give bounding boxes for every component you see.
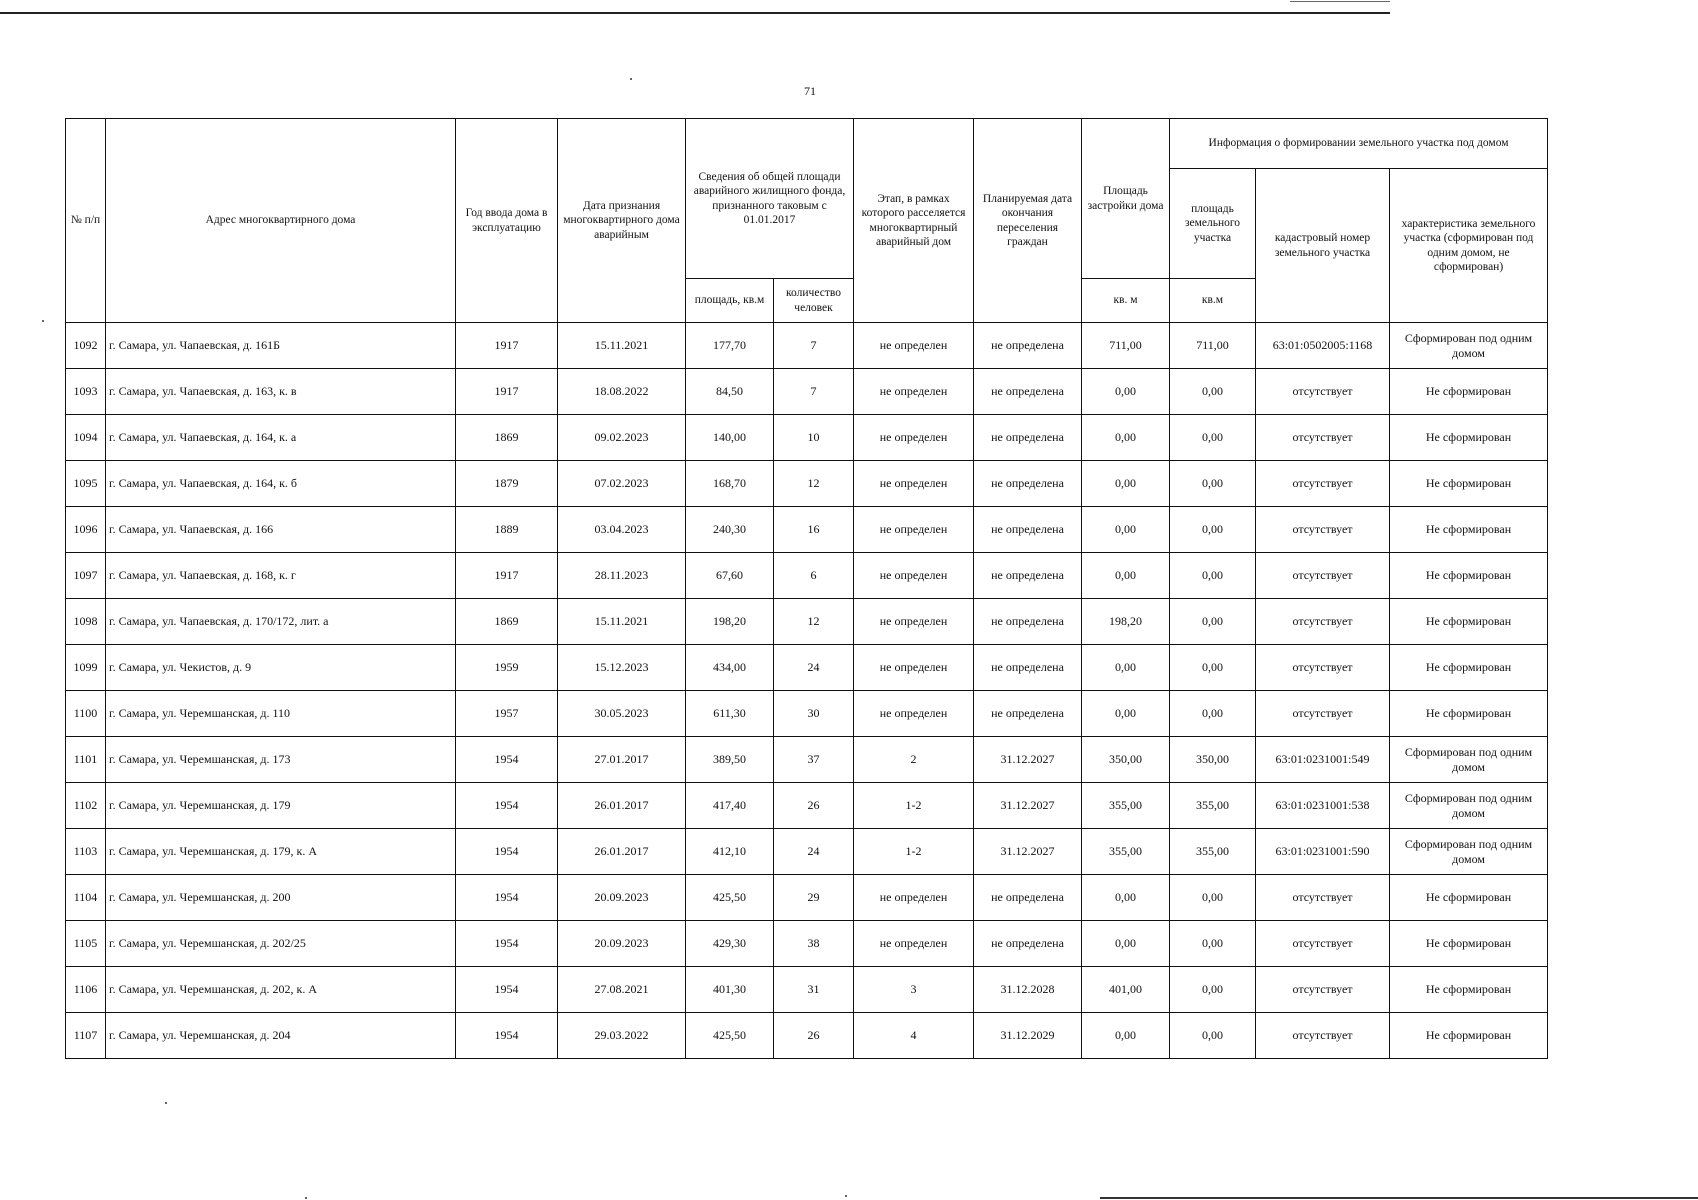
- row-land-area: 0,00: [1170, 461, 1256, 507]
- row-land-characteristic: Не сформирован: [1390, 369, 1548, 415]
- row-building-area: 0,00: [1082, 691, 1170, 737]
- row-address: г. Самара, ул. Черемшанская, д. 202, к. А: [106, 967, 456, 1013]
- row-address: г. Самара, ул. Чапаевская, д. 168, к. г: [106, 553, 456, 599]
- row-planned-date: 31.12.2029: [974, 1013, 1082, 1059]
- row-land-characteristic: Не сформирован: [1390, 599, 1548, 645]
- scan-speck: [42, 320, 44, 322]
- row-fund-people: 10: [774, 415, 854, 461]
- table-row: [66, 921, 1548, 967]
- header-year: Год ввода дома в эксплуатацию: [456, 119, 558, 323]
- row-land-area: 355,00: [1170, 829, 1256, 875]
- row-planned-date: не определена: [974, 921, 1082, 967]
- row-planned-date: не определена: [974, 691, 1082, 737]
- table-row: [66, 967, 1548, 1013]
- row-building-area: 355,00: [1082, 783, 1170, 829]
- row-land-area: 0,00: [1170, 921, 1256, 967]
- row-year: 1869: [456, 415, 558, 461]
- row-land-characteristic: Не сформирован: [1390, 967, 1548, 1013]
- row-cadastral-number: отсутствует: [1256, 599, 1390, 645]
- row-stage: не определен: [854, 875, 974, 921]
- row-cadastral-number: отсутствует: [1256, 921, 1390, 967]
- row-fund-area: 67,60: [686, 553, 774, 599]
- row-building-area: 198,20: [1082, 599, 1170, 645]
- table-row: [66, 553, 1548, 599]
- row-fund-area: 429,30: [686, 921, 774, 967]
- table-row: [66, 599, 1548, 645]
- row-land-characteristic: Сформирован под одним домом: [1390, 323, 1548, 369]
- row-address: г. Самара, ул. Чапаевская, д. 164, к. б: [106, 461, 456, 507]
- row-planned-date: не определена: [974, 507, 1082, 553]
- row-cadastral-number: отсутствует: [1256, 691, 1390, 737]
- row-land-area: 711,00: [1170, 323, 1256, 369]
- row-land-characteristic: Сформирован под одним домом: [1390, 783, 1548, 829]
- row-building-area: 350,00: [1082, 737, 1170, 783]
- row-address: г. Самара, ул. Черемшанская, д. 200: [106, 875, 456, 921]
- table-body: [66, 323, 1548, 1059]
- row-address: г. Самара, ул. Черемшанская, д. 204: [106, 1013, 456, 1059]
- emergency-housing-table: [65, 118, 1548, 1059]
- row-building-area: 401,00: [1082, 967, 1170, 1013]
- row-fund-area: 412,10: [686, 829, 774, 875]
- row-fund-area: 198,20: [686, 599, 774, 645]
- row-recognition-date: 27.01.2017: [558, 737, 686, 783]
- row-land-area: 0,00: [1170, 553, 1256, 599]
- scan-speck: [845, 1195, 847, 1197]
- row-recognition-date: 15.11.2021: [558, 599, 686, 645]
- row-planned-date: не определена: [974, 599, 1082, 645]
- row-fund-people: 24: [774, 645, 854, 691]
- row-fund-area: 140,00: [686, 415, 774, 461]
- row-recognition-date: 26.01.2017: [558, 829, 686, 875]
- row-address: г. Самара, ул. Черемшанская, д. 173: [106, 737, 456, 783]
- row-fund-people: 26: [774, 783, 854, 829]
- header-num: № п/п: [66, 119, 106, 323]
- row-fund-area: 425,50: [686, 875, 774, 921]
- row-recognition-date: 20.09.2023: [558, 875, 686, 921]
- row-recognition-date: 15.12.2023: [558, 645, 686, 691]
- table-row: [66, 875, 1548, 921]
- scan-speck: [305, 1197, 307, 1199]
- row-fund-area: 401,30: [686, 967, 774, 1013]
- row-cadastral-number: отсутствует: [1256, 967, 1390, 1013]
- row-fund-area: 177,70: [686, 323, 774, 369]
- row-cadastral-number: 63:01:0231001:538: [1256, 783, 1390, 829]
- row-address: г. Самара, ул. Чапаевская, д. 170/172, лит. а: [106, 599, 456, 645]
- row-planned-date: не определена: [974, 875, 1082, 921]
- row-fund-area: 240,30: [686, 507, 774, 553]
- row-land-characteristic: Не сформирован: [1390, 645, 1548, 691]
- row-recognition-date: 29.03.2022: [558, 1013, 686, 1059]
- row-number: 1105: [66, 921, 106, 967]
- row-recognition-date: 15.11.2021: [558, 323, 686, 369]
- row-land-characteristic: Не сформирован: [1390, 415, 1548, 461]
- row-land-area: 0,00: [1170, 369, 1256, 415]
- row-land-characteristic: Не сформирован: [1390, 921, 1548, 967]
- header-land-area: площадь земельного участка: [1170, 169, 1256, 279]
- row-cadastral-number: отсутствует: [1256, 461, 1390, 507]
- table-row: [66, 507, 1548, 553]
- table-row: [66, 369, 1548, 415]
- row-cadastral-number: отсутствует: [1256, 369, 1390, 415]
- row-number: 1106: [66, 967, 106, 1013]
- row-stage: не определен: [854, 507, 974, 553]
- row-cadastral-number: 63:01:0231001:549: [1256, 737, 1390, 783]
- row-number: 1101: [66, 737, 106, 783]
- row-fund-area: 611,30: [686, 691, 774, 737]
- row-land-characteristic: Не сформирован: [1390, 553, 1548, 599]
- header-cadastral: кадастровый номер земельного участка: [1256, 169, 1390, 323]
- row-land-area: 0,00: [1170, 1013, 1256, 1059]
- row-land-characteristic: Не сформирован: [1390, 461, 1548, 507]
- row-land-area: 350,00: [1170, 737, 1256, 783]
- row-number: 1094: [66, 415, 106, 461]
- row-stage: не определен: [854, 323, 974, 369]
- row-fund-people: 16: [774, 507, 854, 553]
- row-cadastral-number: отсутствует: [1256, 645, 1390, 691]
- row-year: 1917: [456, 323, 558, 369]
- row-number: 1097: [66, 553, 106, 599]
- row-fund-people: 29: [774, 875, 854, 921]
- row-fund-people: 30: [774, 691, 854, 737]
- row-land-area: 0,00: [1170, 967, 1256, 1013]
- row-land-area: 0,00: [1170, 415, 1256, 461]
- row-address: г. Самара, ул. Черемшанская, д. 202/25: [106, 921, 456, 967]
- row-stage: не определен: [854, 921, 974, 967]
- row-fund-people: 24: [774, 829, 854, 875]
- row-cadastral-number: отсутствует: [1256, 507, 1390, 553]
- row-building-area: 711,00: [1082, 323, 1170, 369]
- header-characteristic: характеристика земельного участка (сформирован под одним домом, не сформирован): [1390, 169, 1548, 323]
- row-year: 1957: [456, 691, 558, 737]
- row-address: г. Самара, ул. Черемшанская, д. 110: [106, 691, 456, 737]
- row-stage: не определен: [854, 415, 974, 461]
- table-row: [66, 645, 1548, 691]
- scan-speck: [630, 78, 632, 80]
- header-address: Адрес многоквартирного дома: [106, 119, 456, 323]
- row-stage: не определен: [854, 553, 974, 599]
- table-row: [66, 415, 1548, 461]
- row-stage: 3: [854, 967, 974, 1013]
- row-fund-people: 26: [774, 1013, 854, 1059]
- row-number: 1096: [66, 507, 106, 553]
- row-cadastral-number: отсутствует: [1256, 875, 1390, 921]
- row-land-characteristic: Не сформирован: [1390, 507, 1548, 553]
- row-fund-people: 12: [774, 461, 854, 507]
- row-recognition-date: 03.04.2023: [558, 507, 686, 553]
- row-fund-area: 168,70: [686, 461, 774, 507]
- row-building-area: 0,00: [1082, 553, 1170, 599]
- row-recognition-date: 30.05.2023: [558, 691, 686, 737]
- row-cadastral-number: отсутствует: [1256, 415, 1390, 461]
- row-land-area: 0,00: [1170, 875, 1256, 921]
- row-fund-people: 6: [774, 553, 854, 599]
- row-planned-date: 31.12.2027: [974, 783, 1082, 829]
- row-land-characteristic: Не сформирован: [1390, 691, 1548, 737]
- table-header: [66, 119, 1548, 323]
- row-planned-date: 31.12.2027: [974, 829, 1082, 875]
- row-number: 1098: [66, 599, 106, 645]
- header-fund-people: количество человек: [774, 279, 854, 323]
- header-land-group: Информация о формировании земельного участка под домом: [1170, 119, 1548, 169]
- scan-border-top: [0, 12, 1390, 14]
- row-number: 1099: [66, 645, 106, 691]
- row-planned-date: не определена: [974, 415, 1082, 461]
- row-building-area: 355,00: [1082, 829, 1170, 875]
- row-land-area: 0,00: [1170, 599, 1256, 645]
- row-building-area: 0,00: [1082, 415, 1170, 461]
- row-year: 1954: [456, 967, 558, 1013]
- row-number: 1102: [66, 783, 106, 829]
- header-fund-area: площадь, кв.м: [686, 279, 774, 323]
- row-land-area: 0,00: [1170, 691, 1256, 737]
- row-year: 1917: [456, 553, 558, 599]
- row-planned-date: 31.12.2027: [974, 737, 1082, 783]
- header-recognition-date: Дата признания многоквартирного дома аварийным: [558, 119, 686, 323]
- row-address: г. Самара, ул. Черемшанская, д. 179: [106, 783, 456, 829]
- row-year: 1954: [456, 875, 558, 921]
- row-land-characteristic: Не сформирован: [1390, 875, 1548, 921]
- row-number: 1095: [66, 461, 106, 507]
- row-year: 1959: [456, 645, 558, 691]
- row-fund-people: 37: [774, 737, 854, 783]
- row-number: 1092: [66, 323, 106, 369]
- row-building-area: 0,00: [1082, 461, 1170, 507]
- row-number: 1104: [66, 875, 106, 921]
- row-fund-area: 425,50: [686, 1013, 774, 1059]
- row-number: 1100: [66, 691, 106, 737]
- table-row: [66, 783, 1548, 829]
- scan-speck: [165, 1102, 167, 1104]
- row-number: 1093: [66, 369, 106, 415]
- row-stage: не определен: [854, 461, 974, 507]
- row-fund-area: 84,50: [686, 369, 774, 415]
- header-building-area: Площадь застройки дома: [1082, 119, 1170, 279]
- row-cadastral-number: 63:01:0502005:1168: [1256, 323, 1390, 369]
- row-stage: не определен: [854, 645, 974, 691]
- row-building-area: 0,00: [1082, 1013, 1170, 1059]
- row-recognition-date: 18.08.2022: [558, 369, 686, 415]
- row-land-characteristic: Сформирован под одним домом: [1390, 829, 1548, 875]
- row-number: 1103: [66, 829, 106, 875]
- row-address: г. Самара, ул. Чапаевская, д. 166: [106, 507, 456, 553]
- row-address: г. Самара, ул. Чапаевская, д. 163, к. в: [106, 369, 456, 415]
- row-number: 1107: [66, 1013, 106, 1059]
- row-fund-area: 389,50: [686, 737, 774, 783]
- row-stage: не определен: [854, 369, 974, 415]
- row-year: 1869: [456, 599, 558, 645]
- row-planned-date: не определена: [974, 461, 1082, 507]
- row-fund-people: 7: [774, 323, 854, 369]
- table-row: [66, 737, 1548, 783]
- page-number: 71: [804, 84, 816, 98]
- row-land-characteristic: Не сформирован: [1390, 1013, 1548, 1059]
- row-fund-people: 12: [774, 599, 854, 645]
- row-recognition-date: 27.08.2021: [558, 967, 686, 1013]
- row-land-area: 355,00: [1170, 783, 1256, 829]
- row-year: 1954: [456, 783, 558, 829]
- row-stage: 1-2: [854, 829, 974, 875]
- header-stage: Этап, в рамках которого расселяется многоквартирный аварийный дом: [854, 119, 974, 323]
- row-cadastral-number: отсутствует: [1256, 1013, 1390, 1059]
- row-fund-area: 417,40: [686, 783, 774, 829]
- row-land-area: 0,00: [1170, 507, 1256, 553]
- header-fund-info: Сведения об общей площади аварийного жилищного фонда, признанного таковым с 01.01.2017: [686, 119, 854, 279]
- header-land-area-unit: кв.м: [1170, 279, 1256, 323]
- row-stage: 1-2: [854, 783, 974, 829]
- table-row: [66, 323, 1548, 369]
- row-planned-date: не определена: [974, 369, 1082, 415]
- row-recognition-date: 20.09.2023: [558, 921, 686, 967]
- row-year: 1954: [456, 737, 558, 783]
- row-stage: не определен: [854, 599, 974, 645]
- row-cadastral-number: 63:01:0231001:590: [1256, 829, 1390, 875]
- row-building-area: 0,00: [1082, 921, 1170, 967]
- row-recognition-date: 07.02.2023: [558, 461, 686, 507]
- row-stage: не определен: [854, 691, 974, 737]
- scan-border-bottom: [1100, 1197, 1698, 1199]
- row-stage: 2: [854, 737, 974, 783]
- table-row: [66, 691, 1548, 737]
- row-year: 1954: [456, 921, 558, 967]
- row-recognition-date: 28.11.2023: [558, 553, 686, 599]
- row-building-area: 0,00: [1082, 369, 1170, 415]
- row-land-area: 0,00: [1170, 645, 1256, 691]
- row-year: 1917: [456, 369, 558, 415]
- row-recognition-date: 26.01.2017: [558, 783, 686, 829]
- row-land-characteristic: Сформирован под одним домом: [1390, 737, 1548, 783]
- row-building-area: 0,00: [1082, 875, 1170, 921]
- row-planned-date: не определена: [974, 553, 1082, 599]
- row-year: 1879: [456, 461, 558, 507]
- row-year: 1889: [456, 507, 558, 553]
- table-row: [66, 829, 1548, 875]
- header-planned-date: Планируемая дата окончания переселения граждан: [974, 119, 1082, 323]
- row-fund-people: 38: [774, 921, 854, 967]
- row-planned-date: не определена: [974, 645, 1082, 691]
- table-row: [66, 461, 1548, 507]
- row-address: г. Самара, ул. Черемшанская, д. 179, к. А: [106, 829, 456, 875]
- row-address: г. Самара, ул. Чапаевская, д. 161Б: [106, 323, 456, 369]
- row-building-area: 0,00: [1082, 507, 1170, 553]
- header-building-area-unit: кв. м: [1082, 279, 1170, 323]
- table-row: [66, 1013, 1548, 1059]
- row-address: г. Самара, ул. Чекистов, д. 9: [106, 645, 456, 691]
- row-year: 1954: [456, 829, 558, 875]
- row-building-area: 0,00: [1082, 645, 1170, 691]
- scan-border-top-fragment: [1290, 1, 1390, 2]
- row-fund-area: 434,00: [686, 645, 774, 691]
- row-fund-people: 7: [774, 369, 854, 415]
- row-stage: 4: [854, 1013, 974, 1059]
- row-fund-people: 31: [774, 967, 854, 1013]
- row-cadastral-number: отсутствует: [1256, 553, 1390, 599]
- row-address: г. Самара, ул. Чапаевская, д. 164, к. а: [106, 415, 456, 461]
- row-planned-date: не определена: [974, 323, 1082, 369]
- row-year: 1954: [456, 1013, 558, 1059]
- row-recognition-date: 09.02.2023: [558, 415, 686, 461]
- row-planned-date: 31.12.2028: [974, 967, 1082, 1013]
